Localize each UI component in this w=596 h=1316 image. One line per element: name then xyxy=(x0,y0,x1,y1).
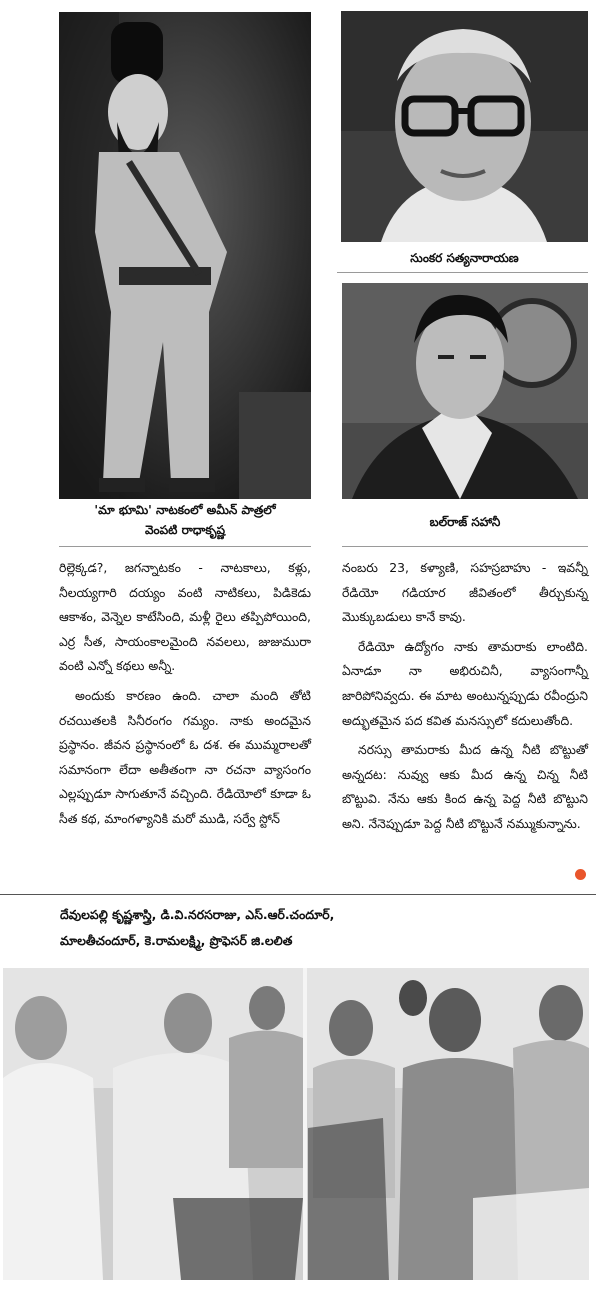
caption-amin-line2: వెంపటి రాధాకృష్ణ xyxy=(144,523,226,537)
article-paragraph: నరస్సు తామరాకు మీద ఉన్న నీటి బొట్టుతో అన్నదట: నువ్వు ఆకు మీద ఉన్న చిన్న నీటి బొట్టువి. నేను ఆకు కింద ఉన్న పెద్ద నీటి బొట్టుని అని. నేనెప్పుడూ పెద్ద నీటి బొట్టునే నమ్ముకున్నాను. xyxy=(342,742,588,831)
divider-rule xyxy=(59,546,311,547)
group-photo-caption xyxy=(60,902,596,954)
divider-rule xyxy=(337,272,588,273)
article-paragraph: నంబరు 23, కళ్యాణి, సహస్రబాహు - ఇవన్నీ రేడియో గడియార జీవితంలో తీర్చుకున్న మొక్కుబడులు కానే కావు. xyxy=(342,560,588,625)
group-caption-line1: దేవులపల్లి కృష్ణశాస్త్రి, డి.వి.నరసరాజు, ఎస్.ఆర్.చందూర్, xyxy=(60,907,335,922)
article-paragraph: రేడియో ఉద్యోగం నాకు తామరాకు లాంటిది. ఏనాడూ నా అభిరుచినీ, వ్యాసంగాన్నీ జారిపోనివ్వదు. ఈ మాట అంటున్నప్పుడు రవీంద్రుని అద్భుతమైన పద కవిత మనస్సులో కదులుతోంది. xyxy=(342,638,588,728)
caption-sunkara: సుంకర సత్యనారాయణ xyxy=(410,251,519,265)
photo-sunkara-image xyxy=(341,11,588,242)
article-paragraph: అందుకు కారణం ఉంది. చాలా మంది తోటి రచయితలకి సినీరంగం గమ్యం. నాకు అందమైన ప్రస్థానం. జీవన ప్రస్థానంలో ఓ దశ. ఈ ముమ్మరాలతో సమానంగా లేదా అతీతంగా నా రచనా వ్యాసంగం ఎల్లప్పుడూ సాగుతూనే వచ్చింది. రేడియోలో కూడా ఓ సీత కథ, మాంగళ్యానికి మరో ముడి, సర్వే స్టోన్ xyxy=(59,687,311,826)
end-of-article-icon xyxy=(575,869,586,880)
photo-group-audience xyxy=(3,968,589,1280)
photo-balraj-image xyxy=(342,283,588,499)
section-divider xyxy=(0,894,596,895)
photo-amin-image xyxy=(59,12,311,499)
photo-amin-role xyxy=(59,12,311,499)
article-column-left xyxy=(59,556,311,837)
article-paragraph: రిల్లెక్కడ?, జగన్నాటకం - నాటకాలు, కళ్లు, నీలయ్యగారి దయ్యం వంటి నాటికలు, పిడికెడు ఆకాశం, వెన్నెల కాటేసింది, మళ్లీ రైలు తప్పిపోయింది, ఎర్ర సీత, సాయంకాలమైంది నవలలు, జుజుమురా వంటి ఎన్నో కథలు అన్నీ. xyxy=(59,560,311,674)
article-column-right xyxy=(342,556,588,842)
caption-amin-line1: 'మా భూమి' నాటకంలో అమీన్ పాత్రలో xyxy=(94,503,276,517)
caption-amin xyxy=(59,500,311,540)
photo-group-image xyxy=(3,968,589,1280)
divider-rule xyxy=(342,546,588,547)
caption-balraj: బల్‌రాజ్ సహానీ xyxy=(429,515,501,529)
photo-balraj-portrait xyxy=(342,283,588,499)
group-caption-line2: మాలతీచందూర్, కె.రామలక్ష్మి, ప్రొఫెసర్ జి.లలిత xyxy=(60,933,293,948)
photo-sunkara-portrait xyxy=(341,11,588,242)
